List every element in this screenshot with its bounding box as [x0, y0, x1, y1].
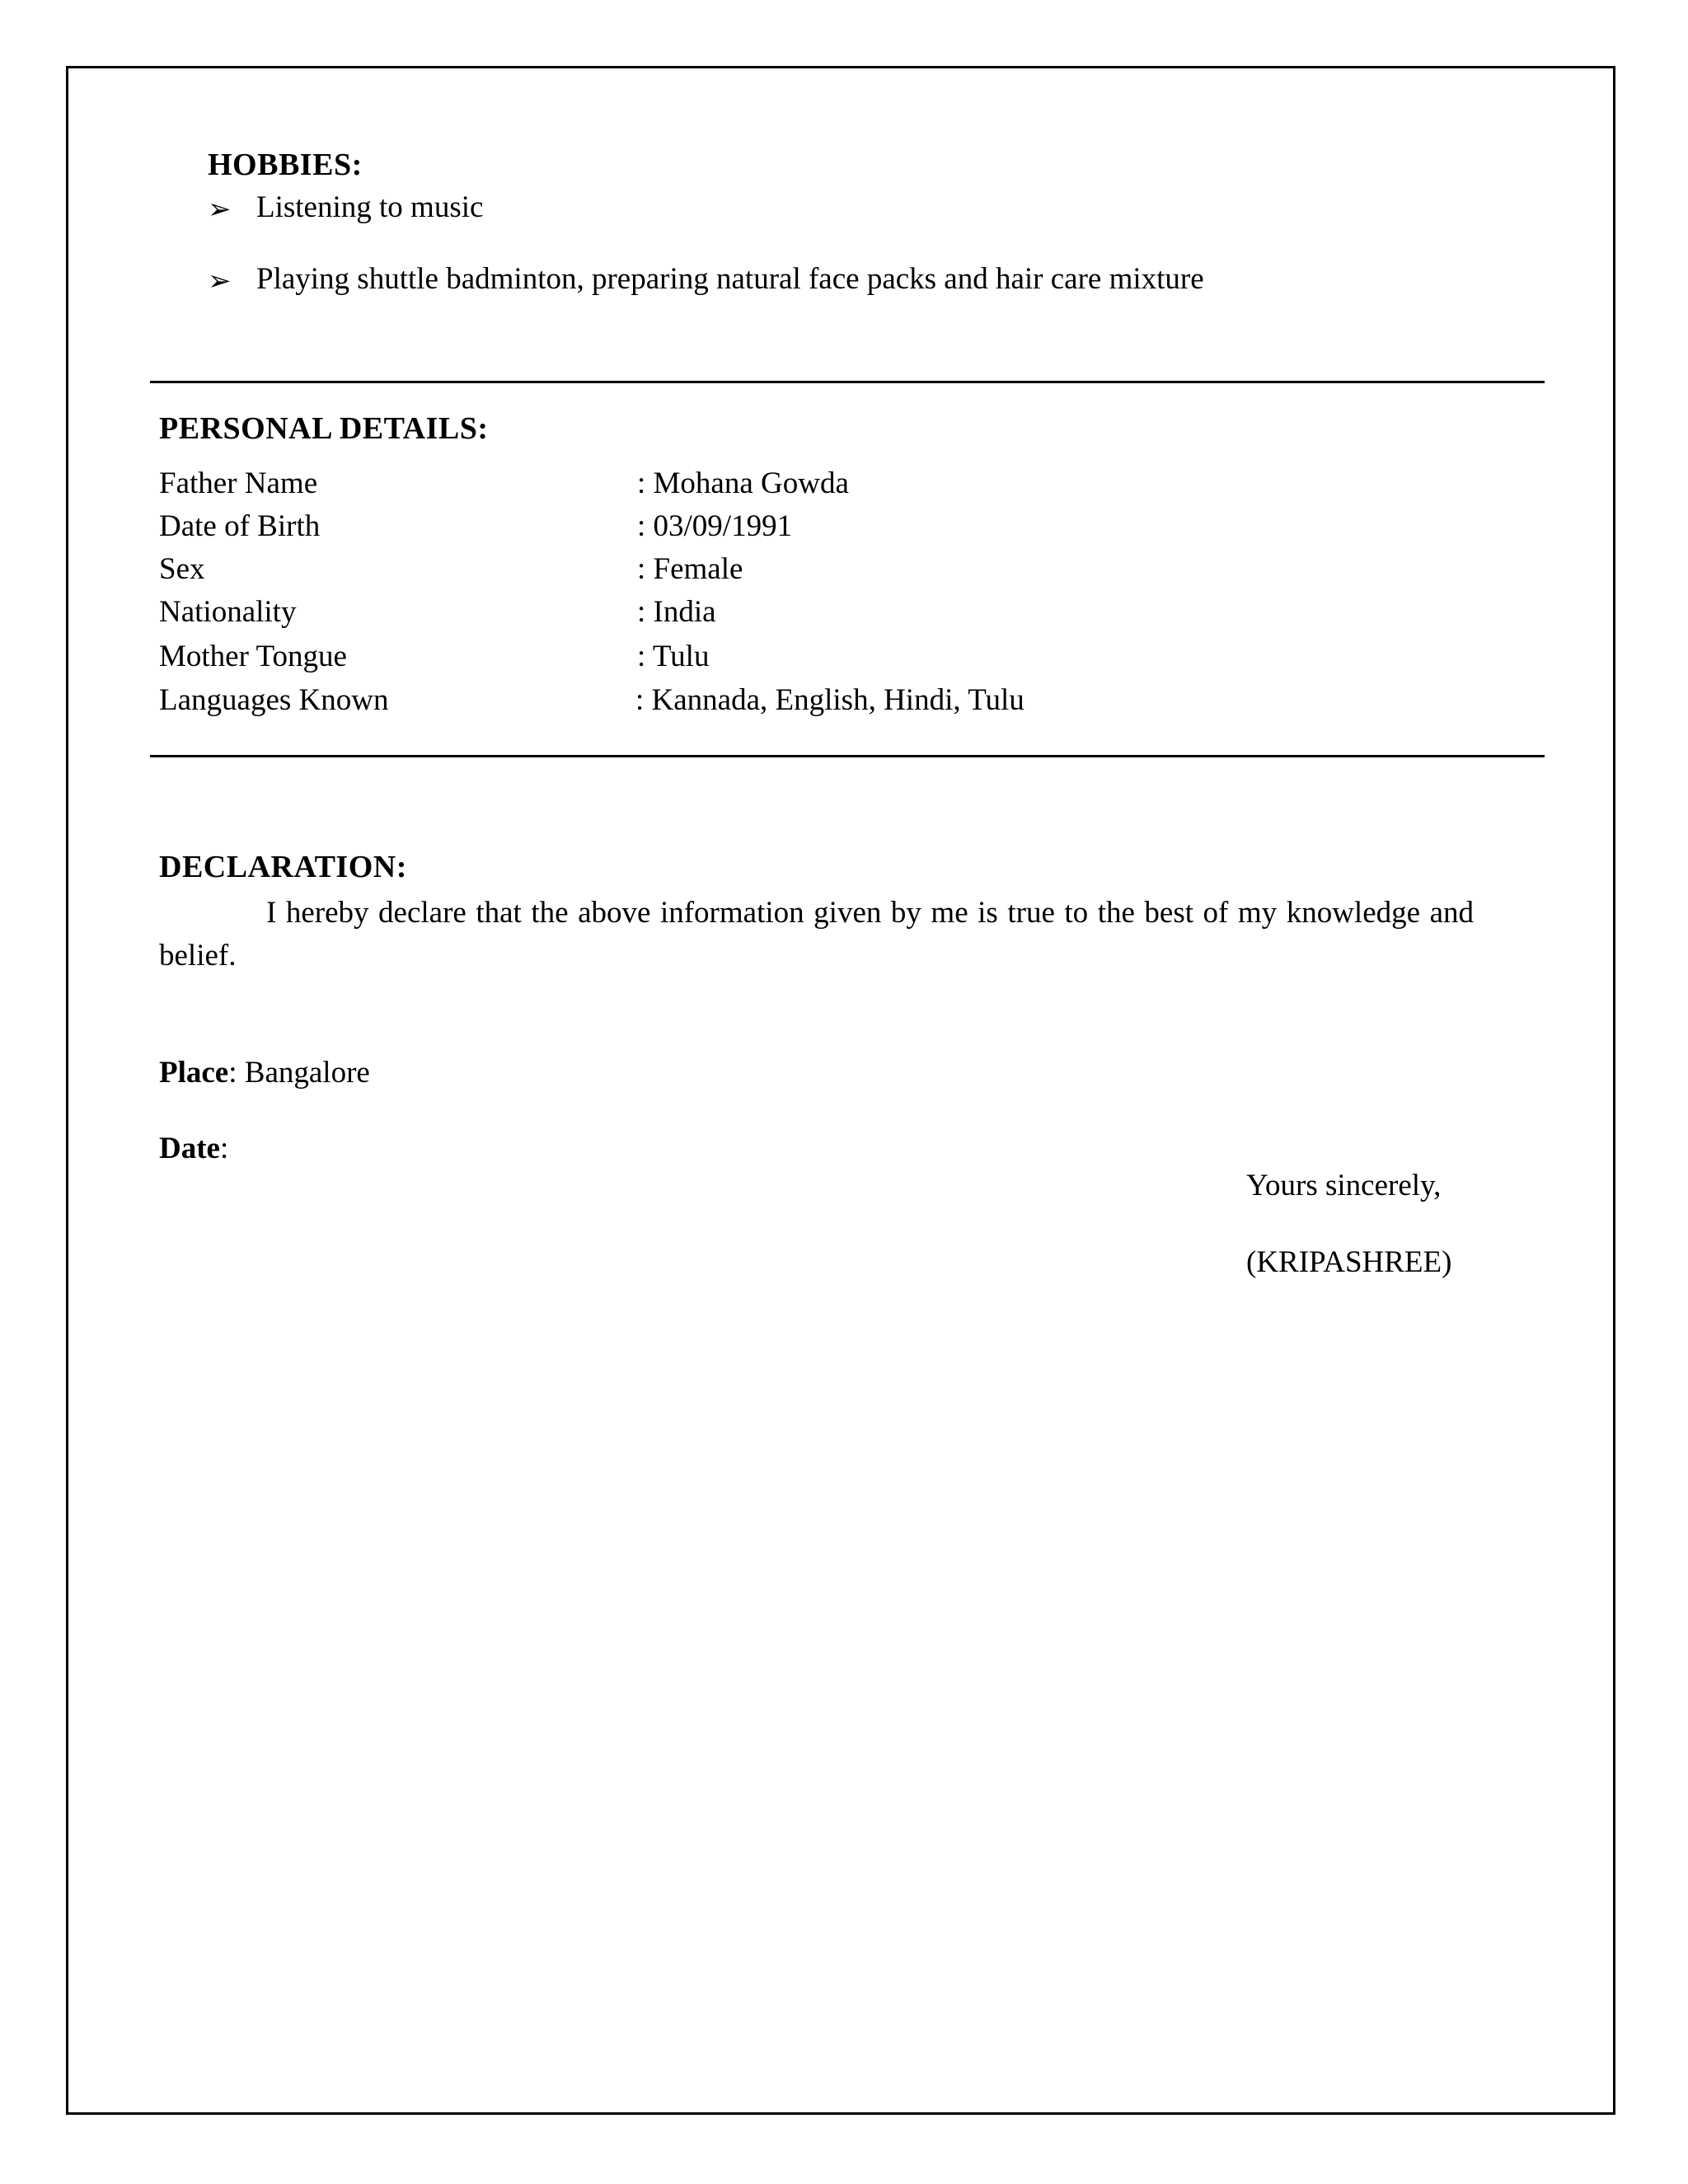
details-value: : Kannada, English, Hindi, Tulu: [635, 683, 1025, 717]
details-value: : Female: [637, 552, 743, 586]
details-label: Nationality: [159, 595, 297, 629]
bullet-arrow-icon: ➢: [208, 266, 232, 297]
details-row: [159, 639, 1395, 682]
place-label: Place: [159, 1056, 229, 1090]
details-row: [159, 466, 1395, 509]
declaration-heading: DECLARATION:: [159, 850, 407, 884]
bullet-arrow-icon: ➢: [208, 194, 232, 225]
place-value: : Bangalore: [228, 1056, 370, 1090]
date-label: Date: [159, 1132, 220, 1165]
closing-text: Yours sincerely,: [1246, 1169, 1442, 1202]
details-row: [159, 551, 1395, 594]
hobbies-heading: HOBBIES:: [208, 148, 363, 182]
details-value: : Tulu: [637, 640, 710, 673]
signature-name: (KRIPASHREE): [1246, 1245, 1452, 1279]
place-line: [159, 1055, 370, 1090]
details-label: Father Name: [159, 466, 318, 500]
section-divider: [150, 755, 1545, 757]
declaration-text: I hereby declare that the above information given by me is true to the best of my knowledge and belief.: [159, 896, 1474, 972]
page-border: [66, 66, 1615, 2115]
details-value: : 03/09/1991: [637, 509, 793, 543]
details-label: Mother Tongue: [159, 640, 347, 673]
date-line: [159, 1131, 228, 1166]
details-label: Languages Known: [159, 683, 389, 717]
details-label: Date of Birth: [159, 509, 321, 543]
section-divider: [150, 381, 1545, 383]
details-row: [159, 682, 1395, 725]
hobby-item: Listening to music: [256, 190, 484, 224]
hobby-item: Playing shuttle badminton, preparing natural face packs and hair care mixture: [256, 262, 1204, 296]
details-row: [159, 594, 1395, 637]
details-label: Sex: [159, 552, 205, 586]
date-value: :: [219, 1132, 229, 1165]
personal-details-heading: PERSONAL DETAILS:: [159, 411, 489, 446]
details-value: : India: [637, 595, 716, 629]
details-row: [159, 509, 1395, 551]
details-value: : Mohana Gowda: [637, 466, 849, 500]
